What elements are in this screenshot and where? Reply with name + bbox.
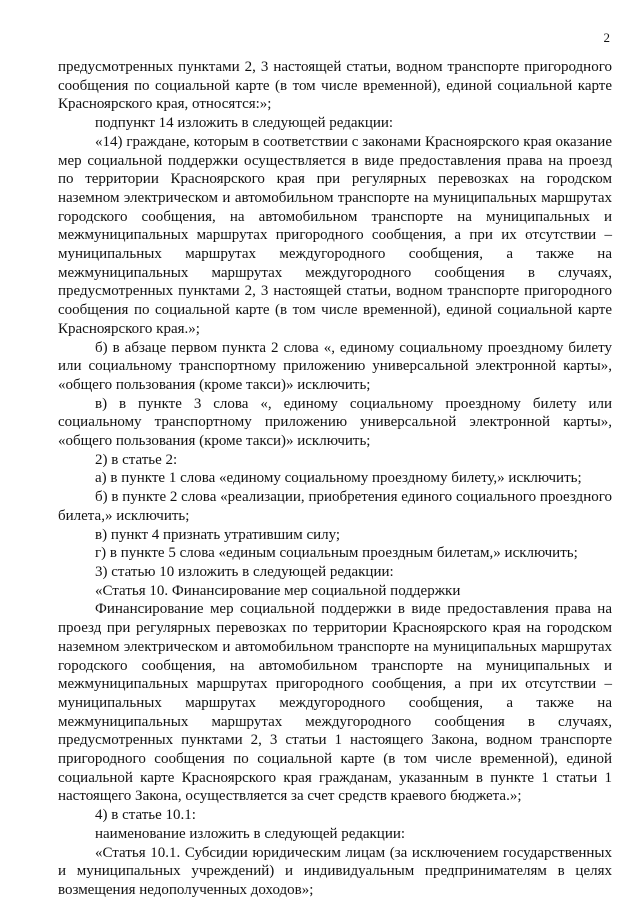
paragraph-item-v: в) в пункте 3 слова «, единому социальному проездному билету или социальному транспортному приложению универсальной электронной карты», «общего пользования (кроме такси)» исключить; [58, 395, 612, 450]
paragraph-article-2-g: г) в пункте 5 слова «единым социальным проездным билетам,» исключить; [95, 545, 578, 562]
paragraph-article-10-1-intro: наименование изложить в следующей редакции: [95, 825, 406, 842]
paragraph-subitem-14-intro: подпункт 14 изложить в следующей редакции: [95, 115, 394, 132]
paragraph-article-2-b: б) в пункте 2 слова «реализации, приобретения единого социального проездного билета,» исключить; [58, 489, 612, 524]
paragraph-article-10-intro: 3) статью 10 изложить в следующей редакции: [95, 563, 394, 580]
paragraph-article-10-heading: «Статья 10. Финансирование мер социальной поддержки [95, 582, 461, 599]
document-body [58, 58, 612, 900]
paragraph-item-b: б) в абзаце первом пункта 2 слова «, единому социальному проездному билету или социальному транспортному приложению универсальной электронной карты», «общего пользования (кроме такси)» исключить; [58, 339, 612, 393]
paragraph-article-2: 2) в статье 2: [95, 451, 178, 468]
paragraph-article-2-v: в) пункт 4 признать утратившим силу; [95, 526, 341, 543]
paragraph-article-10-text: Финансирование мер социальной поддержки в виде предоставления права на проезд при регулярных перевозках по территории Красноярского края на городском наземном электрическом и автомобильном транспорте на муниципальных маршрутах городского сообщения, на автомобильном транспорте на муниципальных и межмуниципальных маршрутах пригородного сообщения, а при их отсутствии – муниципальных маршрутах междугородного сообщения, а также на межмуниципальных маршрутах междугородного сообщения в случаях, предусмотренных пунктами 2, 3 статьи 1 настоящего Закона, водном транспорте пригородного сообщения по социальной карте (в том числе временной), единой социальной карте Красноярского края гражданам, указанным в пункте 1 статьи 1 настоящего Закона, осуществляется за счет средств краевого бюджета.»; [58, 601, 612, 805]
paragraph-continuation: предусмотренных пунктами 2, 3 настоящей статьи, водном транспорте пригородного сообщения по социальной карте (в том числе временной), единой социальной карте Красноярского края, относятся:»; [58, 59, 612, 113]
paragraph-article-2-a: а) в пункте 1 слова «единому социальному проездному билету,» исключить; [95, 470, 582, 487]
page-number: 2 [603, 30, 610, 45]
paragraph-article-10-1: 4) в статье 10.1: [95, 807, 196, 824]
paragraph-subitem-14-text: «14) граждане, которым в соответствии с законами Красноярского края оказание мер социальной поддержки осуществляется в виде предоставления права на проезд по территории Красноярского края при регулярных перевозках на городском наземном электрическом и автомобильном транспорте на муниципальных маршрутах городского сообщения, на автомобильном транспорте на муниципальных и межмуниципальных маршрутах пригородного сообщения, а при их отсутствии – муниципальных маршрутах междугородного сообщения, а также на межмуниципальных маршрутах междугородного сообщения в случаях, предусмотренных пунктами 2, 3 настоящей статьи, водном транспорте пригородного сообщения по социальной карте (в том числе временной), единой социальной карте Красноярского края.»; [58, 133, 612, 337]
paragraph-article-10-1-heading: «Статья 10.1. Субсидии юридическим лицам (за исключением государственных и муниципальных учреждений) и индивидуальным предпринимателям в целях возмещения недополученных доходов»; [58, 844, 612, 898]
